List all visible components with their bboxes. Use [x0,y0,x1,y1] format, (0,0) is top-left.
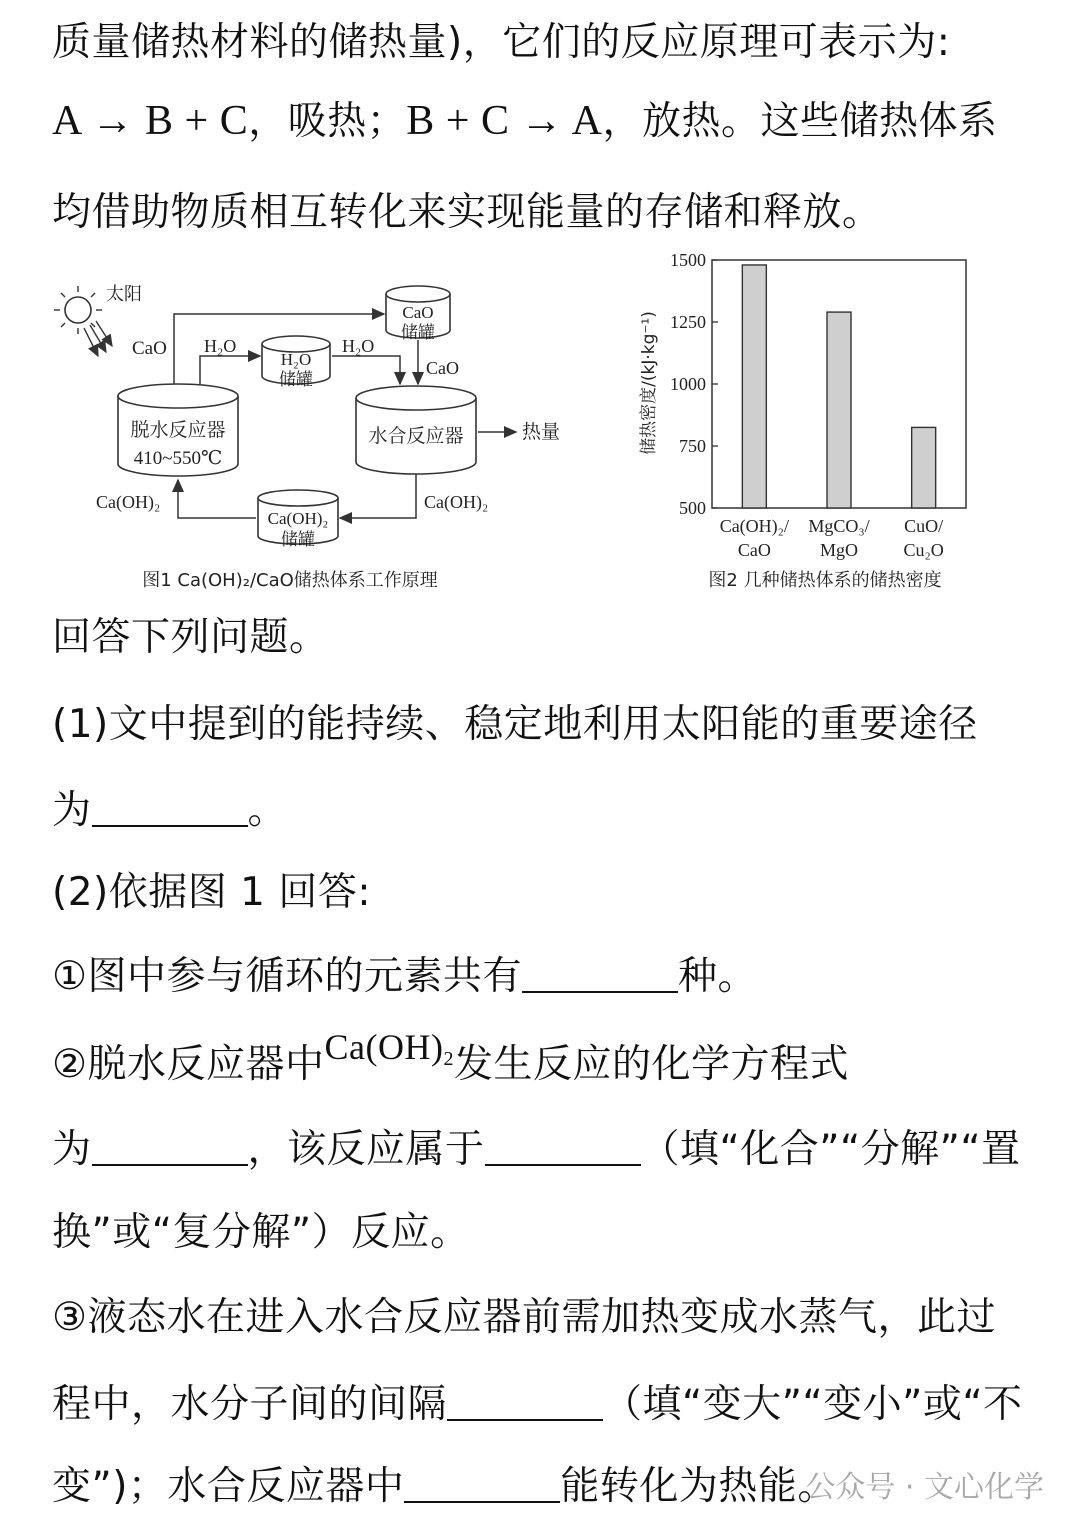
chart-x-tick-label: MgCO₃/ [808,516,870,536]
question-1-answer-line [52,786,287,836]
caoh2-label: Ca(OH)₂ [424,492,489,512]
chart-y-tick-label: 750 [679,436,706,456]
hydration-reactor-label: 水合反应器 [368,425,464,447]
caoh2-label: Ca(OH)₂ [96,492,161,512]
chart-y-tick-label: 500 [679,498,706,518]
answer-blank[interactable] [404,1467,560,1503]
chart-y-tick-label: 1000 [670,374,706,394]
text-fragment: ，该反应属于 [247,1127,485,1172]
dehydration-reactor-label: 脱水反应器 [130,419,226,441]
text-fragment: 程中，水分子间的间隔 [52,1382,448,1427]
chart-x-tick-label: Cu₂O [903,540,944,560]
question-2: (2)依据图 1 回答: [52,870,371,915]
text-fragment: ②脱水反应器中 [52,1042,325,1087]
dehydration-temp-label: 410~550℃ [133,448,223,469]
text-fragment: 发生反应的化学方程式 [453,1042,849,1087]
figure2-bar-chart [620,248,1040,598]
heat-label: 热量 [522,421,561,443]
chart-y-tick-label: 1250 [670,312,706,332]
equation-exothermic: B + C → A [406,98,603,144]
caoh2-tank-label-2: 储罐 [281,530,315,550]
formula-caoh2 [324,1027,454,1070]
h2o-label: H₂O [204,336,237,356]
answer-blank[interactable] [92,1130,248,1166]
answer-blank[interactable] [522,957,678,993]
chart-y-axis-label: 储热密度/(kJ·kg⁻¹) [639,311,659,455]
chart-bar [827,312,851,508]
question-1: (1)文中提到的能持续、稳定地利用太阳能的重要途径 [52,702,978,747]
text-fragment: （填“变大”“变小”或“不 [603,1382,1023,1427]
answer-blank[interactable] [447,1385,603,1421]
figure1-diagram [40,268,600,598]
question-2-3: ③液态水在进入水合反应器前需加热变成水蒸气，此过 [52,1295,996,1340]
chart-x-tick-label: CuO/ [904,516,944,536]
text-fragment: ，吸热； [248,99,407,144]
figure1-caption: 图1 Ca(OH)₂/CaO储热体系工作原理 [142,570,438,591]
cao-tank-label-2: 储罐 [401,323,435,343]
question-2-3-answer-line-2 [52,1462,837,1512]
figure2-caption: 图2 几种储热体系的储热密度 [708,570,942,591]
formula-subscript: 2 [443,1048,454,1070]
h2o-tank-label-2: 储罐 [279,370,313,390]
question-2-1 [52,952,757,1002]
watermark: 公众号 · 文心化学 [805,1470,1044,1505]
cao-tank-label: CaO [402,303,434,322]
text-fragment: 。 [247,788,288,833]
text-fragment: 能转化为热能。 [560,1464,837,1509]
equation-endothermic: A → B + C [52,98,249,144]
caoh2-tank-label: Ca(OH)₂ [267,509,329,528]
text-fragment: 变”)；水合反应器中 [52,1464,405,1509]
question-2-3-answer-line [52,1380,1023,1430]
text-line: 回答下列问题。 [52,615,329,660]
text-line-equations [52,96,998,147]
cao-label: CaO [132,338,167,359]
text-fragment: ①图中参与循环的元素共有 [52,954,522,999]
text-fragment: ，放热。这些储热体系 [602,99,998,144]
text-fragment: 为 [52,788,92,833]
text-line: 换”或“复分解”）反应。 [52,1210,470,1255]
h2o-label: H₂O [342,336,375,356]
chart-bar [742,265,766,508]
text-fragment: （填“化合”“分解”“置 [640,1127,1021,1172]
chart-x-tick-label: Ca(OH)₂/ [719,516,789,536]
formula-text: Ca(OH) [324,1027,444,1067]
text-line: 质量储热材料的储热量)，它们的反应原理可表示为: [52,20,951,65]
chart-x-tick-label: MgO [819,540,859,560]
h2o-tank-label: H₂O [280,350,312,369]
cao-label: CaO [426,358,459,378]
chart-x-tick-label: CaO [737,540,771,560]
text-fragment: 为 [52,1127,92,1172]
text-line: 均借助物质相互转化来实现能量的存储和释放。 [52,190,882,235]
answer-blank[interactable] [92,791,248,827]
sun-label: 太阳 [106,284,142,305]
answer-blank[interactable] [485,1130,641,1166]
chart-bar [912,427,936,508]
sun-icon [54,286,112,356]
text-fragment: 种。 [677,954,757,999]
chart-y-tick-label: 1500 [670,250,706,270]
question-2-2-answer-line [52,1125,1021,1175]
question-2-2 [52,1027,849,1102]
